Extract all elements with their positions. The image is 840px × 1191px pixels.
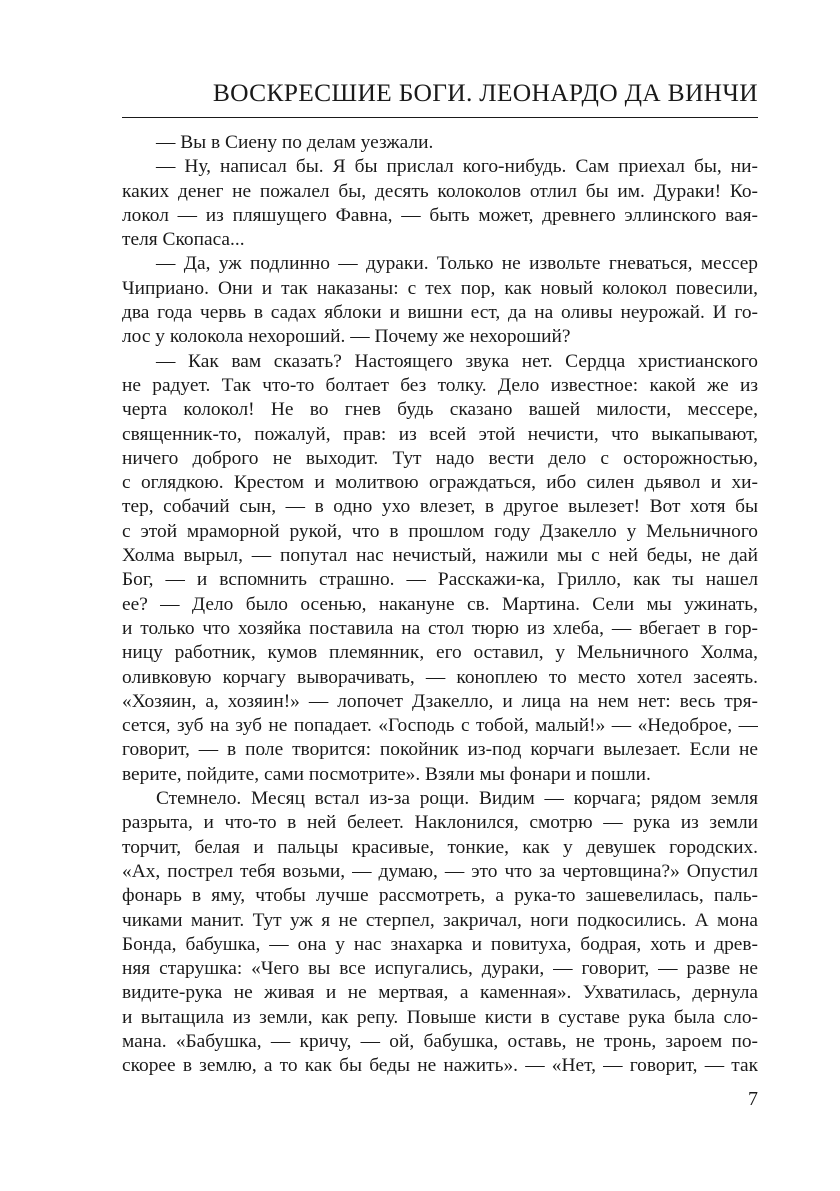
text-line: — Да, уж подлинно — дураки. Только не извольте гневаться, мессер	[156, 253, 758, 275]
text-line: оливковую корчагу выворачивать, — коноплею то место хотел засеять.	[122, 666, 758, 688]
text-line: с оглядкою. Крестом и молитвою ограждаться, ибо силен дьявол и хи-	[122, 472, 758, 494]
text-line: няя старушка: «Чего вы все испугались, дураки, — говорит, — разве не	[122, 958, 758, 980]
body-text	[122, 131, 758, 1079]
text-line: локол — из пляшущего Фавна, — быть может, древнего эллинского вая-	[122, 204, 758, 226]
text-line: черта колокол! Не во гнев будь сказано вашей милости, мессере,	[122, 399, 758, 421]
text-line: чиками манит. Тут уж я не стерпел, закричал, ноги подкосились. А мона	[122, 909, 758, 931]
running-head: ВОСКРЕСШИЕ БОГИ. ЛЕОНАРДО ДА ВИНЧИ	[212, 78, 758, 107]
text-line: Бог, — и вспомнить страшно. — Расскажи-ка, Грилло, как ты нашел	[122, 569, 758, 591]
text-line: — Ну, написал бы. Я бы прислал кого-нибудь. Сам приехал бы, ни-	[156, 156, 758, 178]
text-line: торчит, белая и пальцы красивые, тонкие, как у девушек городских.	[122, 836, 758, 858]
text-line: с этой мраморной рукой, что в прошлом году Дзакелло у Мельничного	[122, 520, 758, 542]
text-line: фонарь в яму, чтобы лучше рассмотреть, а рука-то зашевелилась, паль-	[122, 885, 758, 907]
text-line: — Как вам сказать? Настоящего звука нет. Сердца христианского	[156, 350, 758, 372]
header-rule	[122, 117, 758, 118]
text-line: тер, собачий сын, — в одно ухо влезет, в другое вылезет! Вот хотя бы	[122, 496, 758, 518]
text-line: мана. «Бабушка, — кричу, — ой, бабушка, оставь, не тронь, зароем по-	[122, 1030, 758, 1052]
text-line: сется, зуб на зуб не попадает. «Господь с тобой, малый!» — «Недоброе, —	[122, 715, 758, 737]
text-line: «Хозяин, а, хозяин!» — лопочет Дзакелло, и лица на нем нет: весь тря-	[122, 690, 758, 712]
text-line: и только что хозяйка поставила на стол тюрю из хлеба, — вбегает в гор-	[122, 617, 758, 639]
text-line: священник-то, пожалуй, прав: из всей этой нечисти, что выкапывают,	[122, 423, 758, 445]
text-line: скорее в землю, а то как бы беды не нажить». — «Нет, — говорит, — так	[122, 1055, 758, 1077]
text-line: каких денег не пожалел бы, десять колоколов отлил бы им. Дураки! Ко-	[122, 180, 758, 202]
text-line: «Ах, пострел тебя возьми, — думаю, — это что за чертовщина?» Опустил	[122, 860, 758, 882]
text-line: и вытащила из земли, как репу. Повыше кисти в суставе рука была сло-	[122, 1006, 758, 1028]
text-line: два года червь в садах яблоки и вишни ест, да на оливы неурожай. И го-	[122, 302, 758, 324]
text-line: ничего доброго не выходит. Тут надо вести дело с осторожностью,	[122, 447, 758, 469]
text-line: не радует. Так что-то болтает без толку. Дело известное: какой же из	[122, 374, 758, 396]
text-line: Холма вырыл, — попутал нас нечистый, нажили мы с ней беды, не дай	[122, 545, 758, 567]
text-line: Чиприано. Они и так наказаны: с тех пор, как новый колокол повесили,	[122, 277, 758, 299]
text-line: лос у колокола нехороший. — Почему же нехороший?	[122, 326, 571, 348]
text-line: теля Скопаса...	[122, 229, 245, 251]
text-line: Бонда, бабушка, — она у нас знахарка и повитуха, бодрая, хоть и древ-	[122, 933, 758, 955]
page-number: 7	[748, 1088, 758, 1110]
text-line: видите-рука не живая и не мертвая, а каменная». Ухватилась, дернула	[122, 982, 758, 1004]
text-line: ее? — Дело было осенью, накануне св. Мартина. Сели мы ужинать,	[122, 593, 758, 615]
text-line: говорит, — в поле творится: покойник из-под корчаги вылезает. Если не	[122, 739, 758, 761]
text-line: верите, пойдите, сами посмотрите». Взяли мы фонари и пошли.	[122, 763, 651, 785]
text-line: Стемнело. Месяц встал из-за рощи. Видим — корчага; рядом земля	[156, 788, 758, 810]
text-line: разрыта, и что-то в ней белеет. Наклонился, смотрю — рука из земли	[122, 812, 758, 834]
text-line: ницу работник, кумов племянник, его оставил, у Мельничного Холма,	[122, 642, 758, 664]
text-line: — Вы в Сиену по делам уезжали.	[156, 132, 434, 153]
